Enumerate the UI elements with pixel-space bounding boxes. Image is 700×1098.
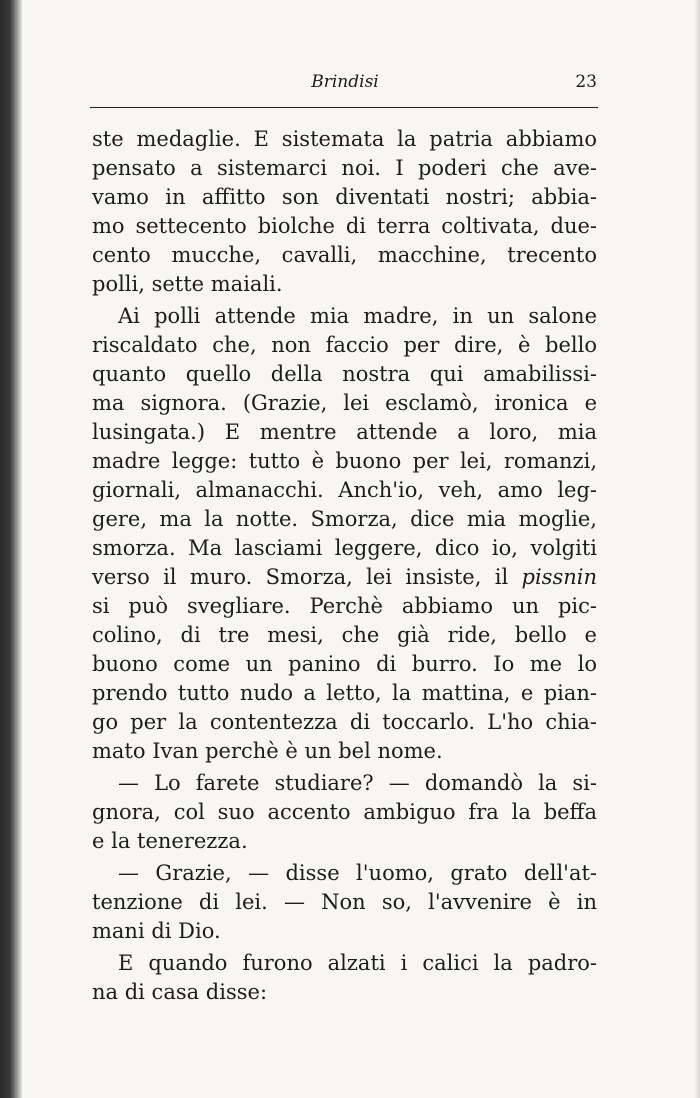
text-line: riscaldato che, non faccio per dire, è bello [92,333,597,357]
page-right-edge [694,0,700,1098]
text-line: na di casa disse: [92,980,268,1004]
text-line: gere, ma la notte. Smorza, dice mia moglie, [92,507,597,531]
paragraph-start-line: Ai polli attende mia madre, in un salone [118,304,597,328]
text-line: lusingata.) E mentre attende a loro, mia [92,420,597,444]
page-header [90,70,600,100]
text-line: mato Ivan perchè è un bel nome. [92,739,443,763]
text-line: ma signora. (Grazie, lei esclamò, ironica e [92,391,597,415]
text-line: tenzione di lei. — Non so, l'avvenire è in [92,890,597,914]
page-number: 23 [575,72,597,92]
text-line: buono come un panino di burro. Io me lo [92,652,597,676]
header-rule [90,107,598,108]
text-line: quanto quello della nostra qui amabilissi- [92,362,597,386]
text-line: e la tenerezza. [92,829,248,853]
running-title: Brindisi [311,72,379,92]
text-line: pensato a sistemarci noi. I poderi che ave- [92,156,597,180]
text-line: ste medaglie. E sistemata la patria abbiamo [92,127,597,151]
text-segment: verso il muro. Smorza, lei insiste, il [92,565,509,589]
italic-word: pissnin [521,565,597,589]
paragraph-start-line: E quando furono alzati i calici la padro- [118,951,597,975]
text-line: cento mucche, cavalli, macchine, trecento [92,243,597,267]
text-line: smorza. Ma lasciami leggere, dico io, volgiti [92,536,597,560]
text-line: giornali, almanacchi. Anch'io, veh, amo leg- [92,478,597,502]
paragraph-start-line: — Lo farete studiare? — domandò la si- [118,771,597,795]
text-line: madre legge: tutto è buono per lei, romanzi, [92,449,597,473]
text-line: mo settecento biolche di terra coltivata, due- [92,214,597,238]
text-line-with-italic [92,563,597,592]
text-line: colino, di tre mesi, che già ride, bello e [92,623,597,647]
paragraph-start-line: — Grazie, — disse l'uomo, grato dell'at- [118,861,597,885]
book-binding-edge [0,0,22,1098]
text-line: gnora, col suo accento ambiguo fra la beffa [92,800,597,824]
text-line: polli, sette maiali. [92,272,283,296]
text-line: go per la contentezza di toccarlo. L'ho chia- [92,710,597,734]
text-line: prendo tutto nudo a letto, la mattina, e pian- [92,681,597,705]
text-line: si può svegliare. Perchè abbiamo un pic- [92,594,597,618]
text-line: vamo in affitto son diventati nostri; abbia- [92,185,597,209]
body-text [92,125,597,1007]
text-line: mani di Dio. [92,919,221,943]
